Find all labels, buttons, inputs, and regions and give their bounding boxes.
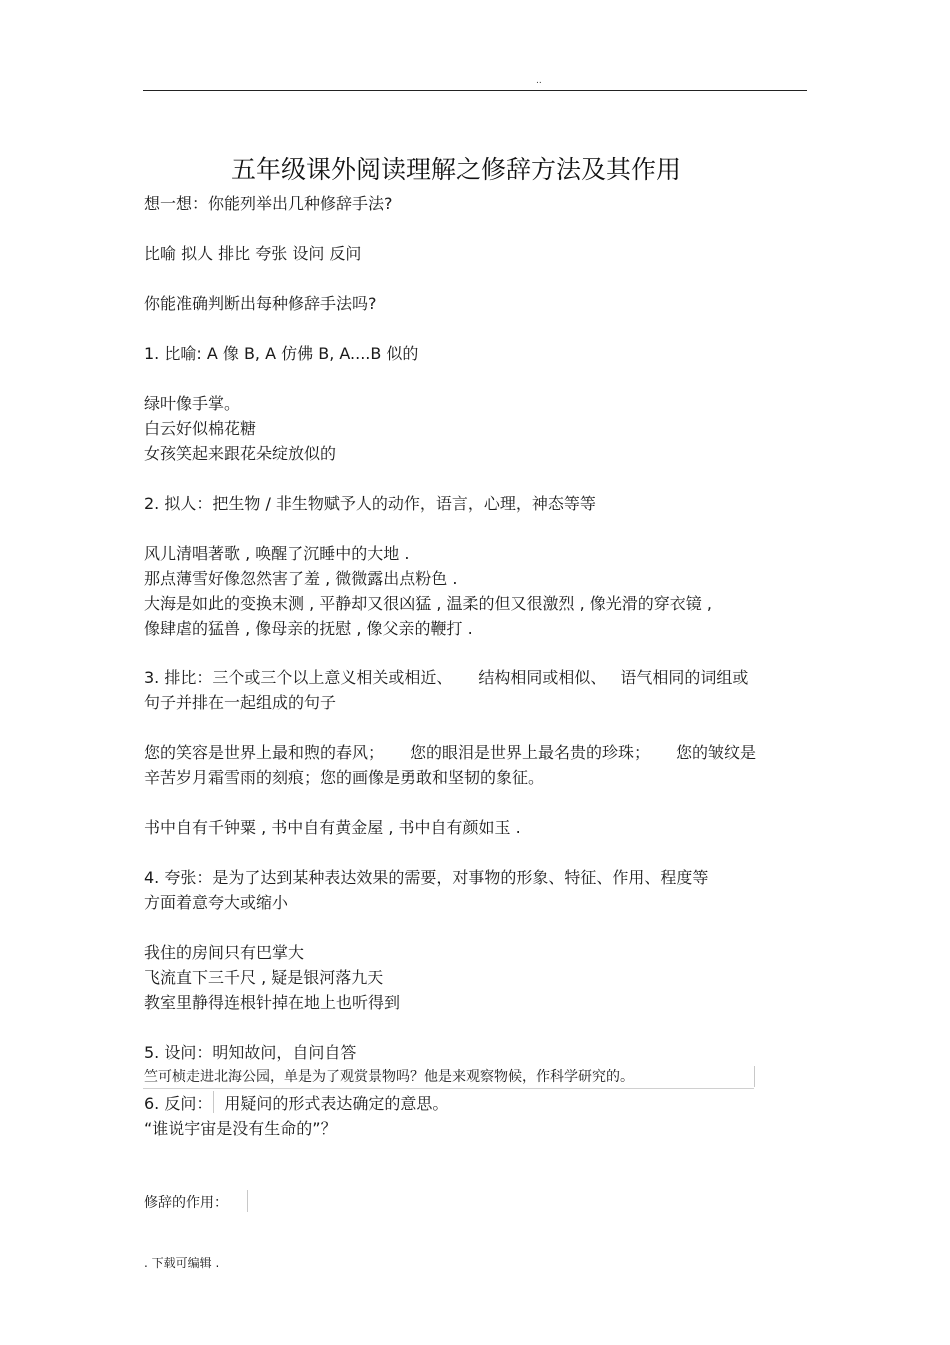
rhetoric-list: 比喻 拟人 排比 夸张 设问 反问 [144,244,362,263]
judge-question: 你能准确判断出每种修辞手法吗? [144,294,377,313]
personification-example-3b: 像肆虐的猛兽 , 像母亲的抚慰 , 像父亲的鞭打 . [144,619,473,638]
counter-question-example: “谁说宇宙是没有生命的”？ [144,1119,337,1138]
hyperbole-example-3: 教室里静得连根针掉在地上也听得到 [144,993,401,1012]
personification-example-3a: 大海是如此的变换末测 , 平静却又很凶猛 , 温柔的但又很激烈 , 像光滑的穿衣镜 , [144,594,712,613]
header-mark: .. [536,76,542,86]
parallelism-example-2: 书中自有千钟粟 , 书中自有黄金屋 , 书中自有颜如玉 . [144,818,521,837]
parallelism-definition [144,668,748,688]
personification-example-1: 风儿清唱著歌 , 唤醒了沉睡中的大地 . [144,544,410,563]
header-rule [143,90,807,91]
think-question: 想一想：你能列举出几种修辞手法? [144,194,393,213]
parallelism-definition-part3: 语气相同的词组或 [620,668,749,687]
rhetorical-question-example: 竺可桢走进北海公园，单是为了观赏景物吗？他是来观察物候，作科学研究的。 [144,1069,634,1085]
personification-example-2: 那点薄雪好像忽然害了羞 , 微微露出点粉色 . [144,569,458,588]
hyperbole-definition: 4. 夸张：是为了达到某种表达效果的需要，对事物的形象、特征、作用、程度等 [144,868,709,887]
rhetorical-question-definition: 5. 设问：明知故问，自问自答 [144,1043,357,1062]
document-title: 五年级课外阅读理解之修辞方法及其作用 [230,155,681,184]
table-cell-border-2 [213,1091,214,1113]
hyperbole-definition-cont: 方面着意夸大或缩小 [144,893,289,912]
parallelism-example-part2: 您的眼泪是世界上最名贵的珍珠； [410,743,651,762]
counter-question-definition [144,1094,448,1114]
simile-definition: 1. 比喻: A 像 B, A 仿佛 B, A....B 似的 [144,344,419,363]
parallelism-example-part3: 您的皱纹是 [676,743,757,762]
simile-example-2: 白云好似棉花糖 [144,419,257,438]
parallelism-definition-part2: 结构相同或相似、 [478,668,607,687]
simile-example-3: 女孩笑起来跟花朵绽放似的 [144,444,337,463]
hyperbole-example-2: 飞流直下三千尺 , 疑是银河落九天 [144,968,384,987]
personification-definition: 2. 拟人：把生物 / 非生物赋予人的动作，语言，心理，神态等等 [144,494,596,513]
table-cell-border [754,1066,755,1087]
parallelism-definition-part1: 3. 排比：三个或三个以上意义相关或相近、 [144,668,453,687]
footer-note: . 下载可编辑 . [144,1256,220,1270]
table-cell-border-3 [247,1190,248,1212]
table-row-border [143,1088,754,1089]
simile-example-1: 绿叶像手掌。 [144,394,241,413]
counter-question-text: 用疑问的形式表达确定的意思。 [224,1094,449,1113]
parallelism-example-part1: 您的笑容是世界上最和煦的春风； [144,743,385,762]
hyperbole-example-1: 我住的房间只有巴掌大 [144,943,305,962]
parallelism-example-1a [144,743,756,763]
rhetoric-effect-heading: 修辞的作用： [144,1195,228,1211]
parallelism-definition-cont: 句子并排在一起组成的句子 [144,693,337,712]
counter-question-label: 6. 反问： [144,1094,213,1113]
parallelism-example-1b: 辛苦岁月霜雪雨的刻痕；您的画像是勇敢和坚韧的象征。 [144,768,545,787]
